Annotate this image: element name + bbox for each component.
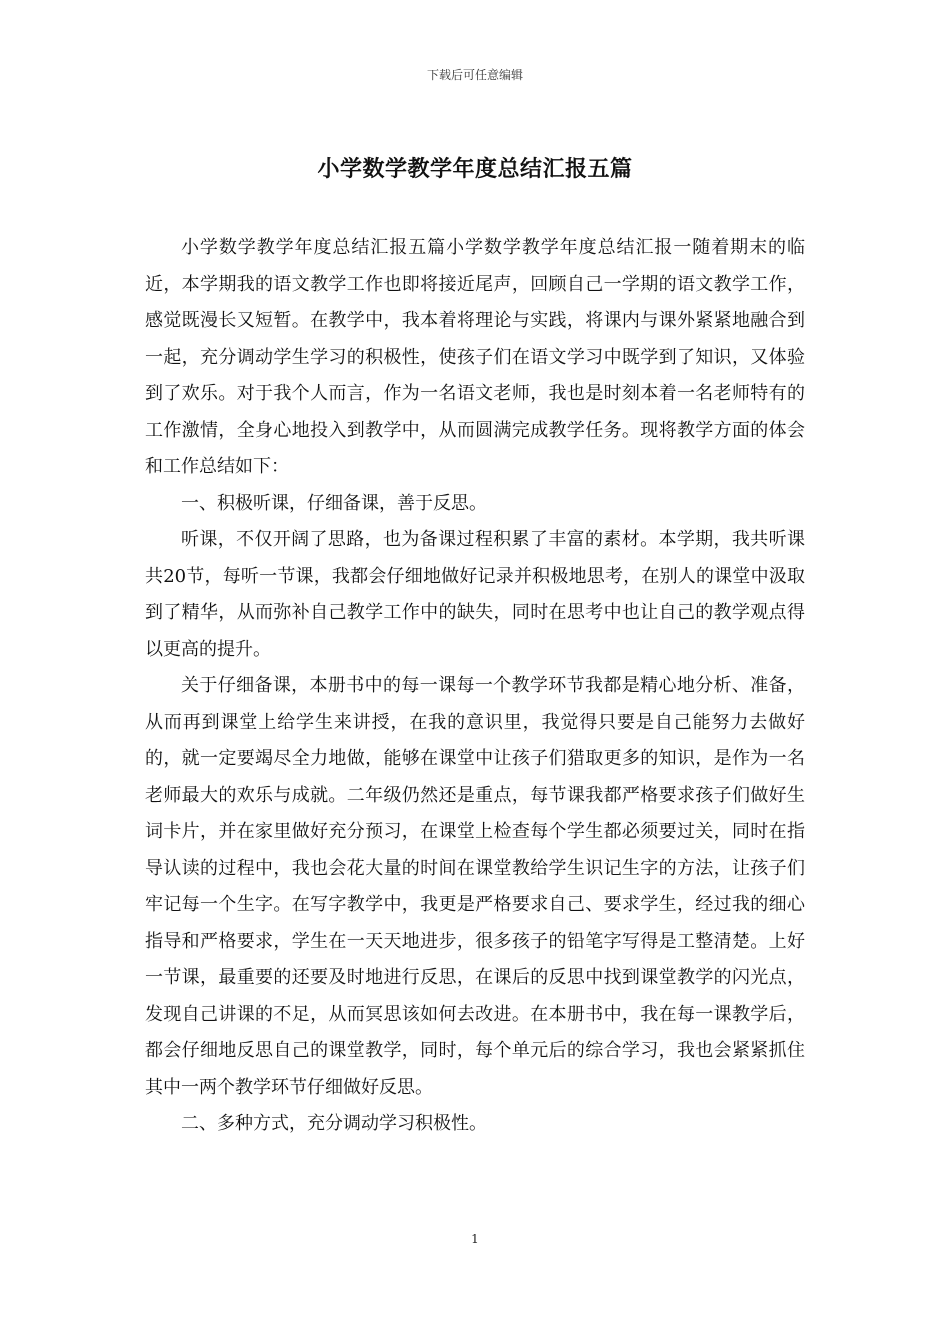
section-heading-2: 二、多种方式，充分调动学习积极性。 [181,1113,487,1134]
page-number: 1 [471,1232,479,1246]
section-heading-1: 一、积极听课，仔细备课，善于反思。 [181,492,487,514]
paragraph-preparation: 关于仔细备课，本册书中的每一课每一个教学环节我都是精心地分析、准备，从而再到课堂上给学生来讲授，在我的意识里，我觉得只要是自己能努力去做好的，就一定要竭尽全力地做，能够在课堂中让孩子们猎取更多的知识，是作为一名老师最大的欢乐与成就。二年级仍然还是重点，每节课我都严格要求孩子们做好生词卡片，并在家里做好充分预习，在课堂上检查每个学生都必须要过关，同时在指导认读的过程中，我也会花大量的时间在课堂教给学生识记生字的方法，让孩子们牢记每一个生字。在写字教学中，我更是严格要求自己、要求学生，经过我的细心指导和严格要求，学生在一天天地进步，很多孩子的铅笔字写得是工整清楚。上好一节课，最重要的还要及时地进行反思，在课后的反思中找到课堂教学的闪光点，发现自己讲课的不足，从而冥思该如何去改进。在本册书中，我在每一课教学后，都会仔细地反思自己的课堂教学，同时，每个单元后的综合学习，我也会紧紧抓住其中一两个教学环节仔细做好反思。 [145,675,805,1098]
header-note: 下载后可任意编辑 [426,68,523,82]
document-body [145,230,805,1143]
document-title: 小学数学教学年度总结汇报五篇 [317,156,633,182]
paragraph-listening: 听课，不仅开阔了思路，也为备课过程积累了丰富的素材。本学期，我共听课共20节，每听一节课，我都会仔细地做好记录并积极地思考，在别人的课堂中汲取到了精华，从而弥补自己教学工作中的缺失，同时在思考中也让自己的教学观点得以更高的提升。 [145,529,805,660]
paragraph-intro: 小学数学教学年度总结汇报五篇小学数学教学年度总结汇报一随着期末的临近，本学期我的语文教学工作也即将接近尾声，回顾自己一学期的语文教学工作，感觉既漫长又短暂。在教学中，我本着将理论与实践，将课内与课外紧紧地融合到一起，充分调动学生学习的积极性，使孩子们在语文学习中既学到了知识，又体验到了欢乐。对于我个人而言，作为一名语文老师，我也是时刻本着一名老师特有的工作激情，全身心地投入到教学中，从而圆满完成教学任务。现将教学方面的体会和工作总结如下： [145,237,805,477]
